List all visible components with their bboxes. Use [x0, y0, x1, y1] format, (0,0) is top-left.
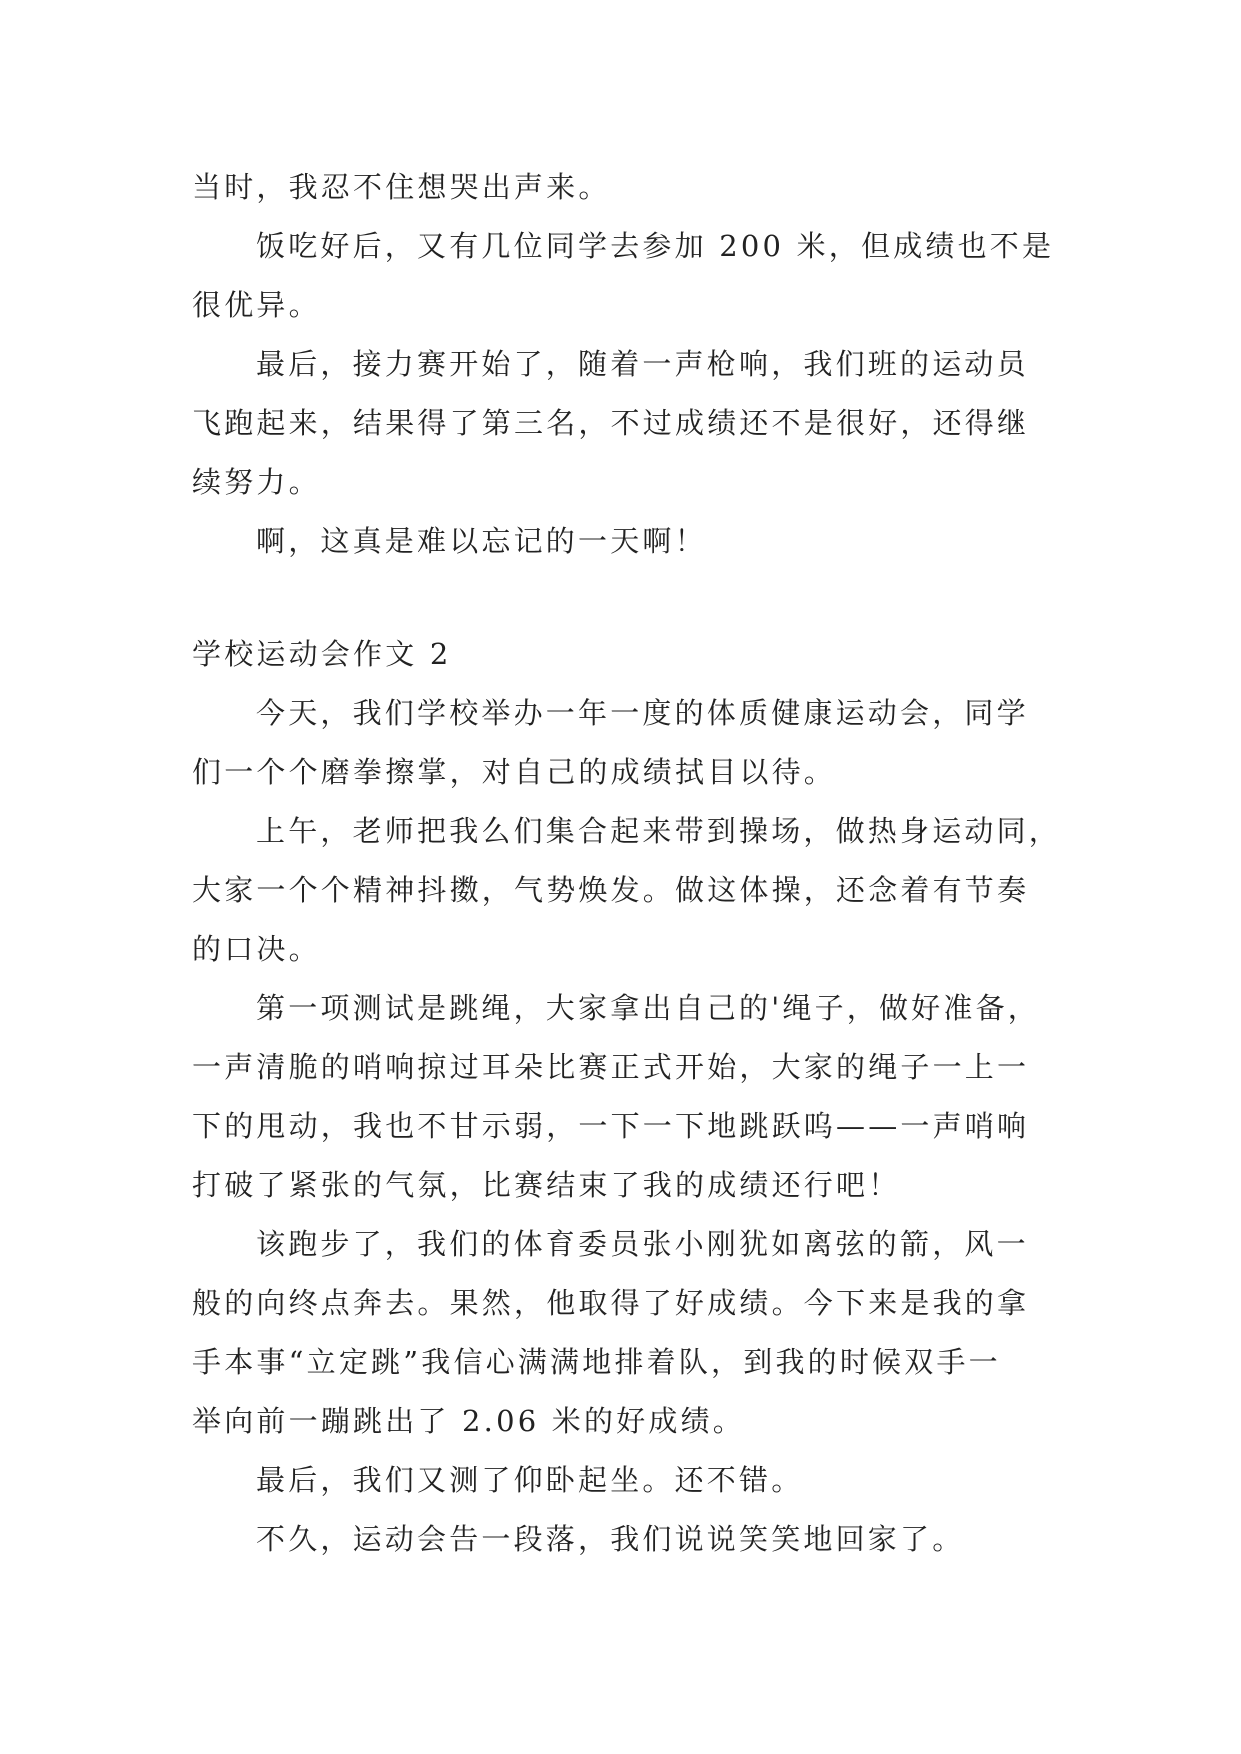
- paragraph-line: 最后，接力赛开始了，随着一声枪响，我们班的运动员: [256, 347, 1029, 381]
- paragraph-line: 第一项测试是跳绳，大家拿出自己的'绳子，做好准备，: [256, 991, 1040, 1025]
- paragraph-line: 啊，这真是难以忘记的一天啊！: [256, 524, 707, 558]
- paragraph-line: 今天，我们学校举办一年一度的体质健康运动会，同学: [256, 696, 1029, 730]
- paragraph-line: 举向前一蹦跳出了 2.06 米的好成绩。: [192, 1404, 746, 1438]
- section-heading: 学校运动会作文 2: [192, 637, 452, 671]
- paragraph-line: 大家一个个精神抖擞，气势焕发。做这体操，还念着有节奏: [192, 873, 1030, 907]
- paragraph-line: 们一个个磨拳擦掌，对自己的成绩拭目以待。: [192, 755, 837, 789]
- paragraph-line: 最后，我们又测了仰卧起坐。还不错。: [256, 1463, 804, 1497]
- paragraph-line: 打破了紧张的气氛，比赛结束了我的成绩还行吧！: [192, 1168, 901, 1202]
- paragraph-line: 续努力。: [192, 465, 321, 499]
- paragraph-line: 该跑步了，我们的体育委员张小刚犹如离弦的箭，风一: [256, 1227, 1029, 1261]
- paragraph-line: 飞跑起来，结果得了第三名，不过成绩还不是很好，还得继: [192, 406, 1030, 440]
- paragraph-line: 一声清脆的哨响掠过耳朵比赛正式开始，大家的绳子一上一: [192, 1050, 1030, 1084]
- paragraph-line: 的口决。: [192, 932, 321, 966]
- paragraph-line: 手本事“立定跳”我信心满满地排着队，到我的时候双手一: [192, 1345, 1001, 1379]
- paragraph-line: 般的向终点奔去。果然，他取得了好成绩。今下来是我的拿: [192, 1286, 1030, 1320]
- paragraph-line: 不久，运动会告一段落，我们说说笑笑地回家了。: [256, 1522, 965, 1556]
- paragraph-line: 很优异。: [192, 288, 321, 322]
- paragraph-line: 饭吃好后，又有几位同学去参加 200 米，但成绩也不是: [256, 229, 1055, 263]
- paragraph-line: 当时，我忍不住想哭出声来。: [192, 170, 611, 204]
- paragraph-line: 上午，老师把我么们集合起来带到操场，做热身运动同，: [256, 814, 1062, 848]
- paragraph-line: 下的甩动，我也不甘示弱，一下一下地跳跃呜——一声哨响: [192, 1109, 1030, 1143]
